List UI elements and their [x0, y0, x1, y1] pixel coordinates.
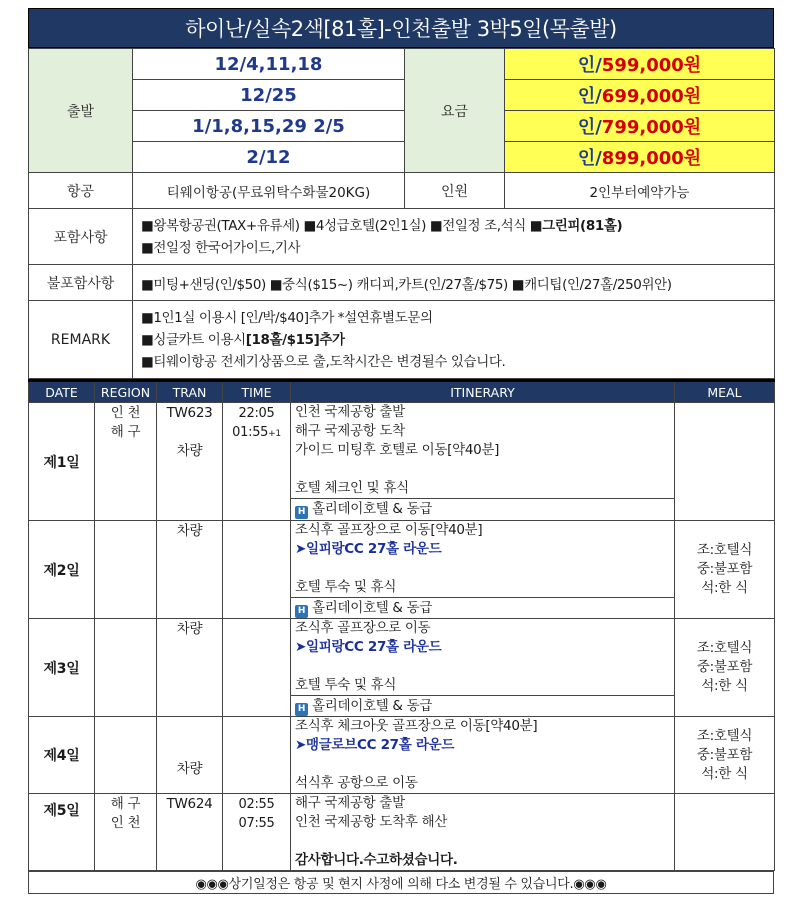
included-text: ■왕복항공권(TAX+유류세) ■4성급호텔(2인1실) ■전일정 조,석식 ■그린피(81홀) ■전일정 한국어가이드,기사 — [133, 209, 775, 265]
day5-row — [29, 794, 775, 871]
day3-hotel: H 홀리데이호텔 & 동급 — [291, 695, 674, 716]
departure-date-2: 12/25 — [133, 80, 405, 111]
day2-label: 제2일 — [29, 521, 95, 619]
price-2: 인/699,000원 — [505, 80, 775, 111]
day4-time — [223, 717, 291, 794]
day3-time — [223, 619, 291, 717]
day3-region — [95, 619, 157, 717]
people-value: 2인부터예약가능 — [505, 173, 775, 209]
day5-region: 해 구 인 천 — [95, 794, 157, 871]
info-table — [28, 48, 775, 379]
day3-label: 제3일 — [29, 619, 95, 717]
day5-tran: TW624 — [157, 794, 223, 871]
itinerary-header-row — [29, 381, 775, 403]
day2-hotel: H 홀리데이호텔 & 동급 — [291, 597, 674, 618]
day2-itinerary: 조식후 골프장으로 이동[약40분] ➤일피랑CC 27홀 라운드 호텔 투숙 및 휴식 H 홀리데이호텔 & 동급 — [291, 521, 675, 619]
day1-time: 22:05 01:55+1 — [223, 403, 291, 521]
airline-label: 항공 — [29, 173, 133, 209]
day1-tran: TW623 차량 — [157, 403, 223, 521]
day5-itinerary: 해구 국제공항 출발 인천 국제공항 도착후 해산 감사합니다.수고하셨습니다. — [291, 794, 675, 871]
day1-meal — [675, 403, 775, 521]
day4-meal: 조:호텔식 중:불포함 석:한 식 — [675, 717, 775, 794]
price-1: 인/599,000원 — [505, 49, 775, 80]
footer-table — [28, 871, 774, 894]
airline-value: 티웨이항공(무료위탁수화물20KG) — [133, 173, 405, 209]
day3-tran: 차량 — [157, 619, 223, 717]
day1-region: 인 천 해 구 — [95, 403, 157, 521]
page-title: 하이난/실속2색[81홀]-인천출발 3박5일(목출발) — [28, 8, 774, 48]
day2-time — [223, 521, 291, 619]
departure-date-3: 1/1,8,15,29 2/5 — [133, 111, 405, 142]
footer-note: ◉◉◉상기일정은 항공 및 현지 사정에 의해 다소 변경될 수 있습니다.◉◉◉ — [29, 872, 774, 894]
day4-tran: 차량 — [157, 717, 223, 794]
day2-row — [29, 521, 775, 619]
remark-text: ■1인1실 이용시 [인/박/$40]추가 *설연휴별도문의 ■싱글카트 이용시[18홀/$15]추가 ■티웨이항공 전세기상품으로 출,도착시간은 변경될수 있습니다. — [133, 301, 775, 379]
hotel-icon: H — [295, 506, 308, 519]
day2-tran: 차량 — [157, 521, 223, 619]
header-time: TIME — [223, 381, 291, 403]
day1-row — [29, 403, 775, 521]
tour-document — [28, 8, 774, 894]
departure-label: 출발 — [29, 49, 133, 173]
day4-label: 제4일 — [29, 717, 95, 794]
header-date: DATE — [29, 381, 95, 403]
price-4: 인/899,000원 — [505, 142, 775, 173]
day5-time: 02:55 07:55 — [223, 794, 291, 871]
day4-region — [95, 717, 157, 794]
departure-date-1: 12/4,11,18 — [133, 49, 405, 80]
itinerary-table — [28, 379, 775, 871]
day2-meal: 조:호텔식 중:불포함 석:한 식 — [675, 521, 775, 619]
day4-itinerary: 조식후 체크아웃 골프장으로 이동[약40분] ➤맹글로브CC 27홀 라운드 석식후 공항으로 이동 — [291, 717, 675, 794]
day1-label: 제1일 — [29, 403, 95, 521]
header-itinerary: ITINERARY — [291, 381, 675, 403]
header-tran: TRAN — [157, 381, 223, 403]
remark-label: REMARK — [29, 301, 133, 379]
fare-label: 요금 — [405, 49, 505, 173]
price-3: 인/799,000원 — [505, 111, 775, 142]
day4-row — [29, 717, 775, 794]
header-region: REGION — [95, 381, 157, 403]
day3-meal: 조:호텔식 중:불포함 석:한 식 — [675, 619, 775, 717]
day2-region — [95, 521, 157, 619]
hotel-icon: H — [295, 605, 308, 618]
hotel-icon: H — [295, 703, 308, 716]
included-label: 포함사항 — [29, 209, 133, 265]
day1-itinerary: 인천 국제공항 출발 해구 국제공항 도착 가이드 미팅후 호텔로 이동[약40분] 호텔 체크인 및 휴식 H 홀리데이호텔 & 동급 — [291, 403, 675, 521]
day1-hotel: H 홀리데이호텔 & 동급 — [291, 498, 674, 519]
closing-message: 감사합니다.수고하셨습니다. — [295, 852, 458, 868]
day5-meal — [675, 794, 775, 871]
departure-date-4: 2/12 — [133, 142, 405, 173]
excluded-label: 불포함사항 — [29, 265, 133, 301]
people-label: 인원 — [405, 173, 505, 209]
day3-itinerary: 조식후 골프장으로 이동 ➤일피랑CC 27홀 라운드 호텔 투숙 및 휴식 H 홀리데이호텔 & 동급 — [291, 619, 675, 717]
excluded-text: ■미팅+샌딩(인/$50) ■중식($15~) 캐디피,카트(인/27홀/$75) ■캐디팁(인/27홀/250위안) — [133, 265, 775, 301]
header-meal: MEAL — [675, 381, 775, 403]
day5-label: 제5일 — [29, 794, 95, 871]
day3-row — [29, 619, 775, 717]
